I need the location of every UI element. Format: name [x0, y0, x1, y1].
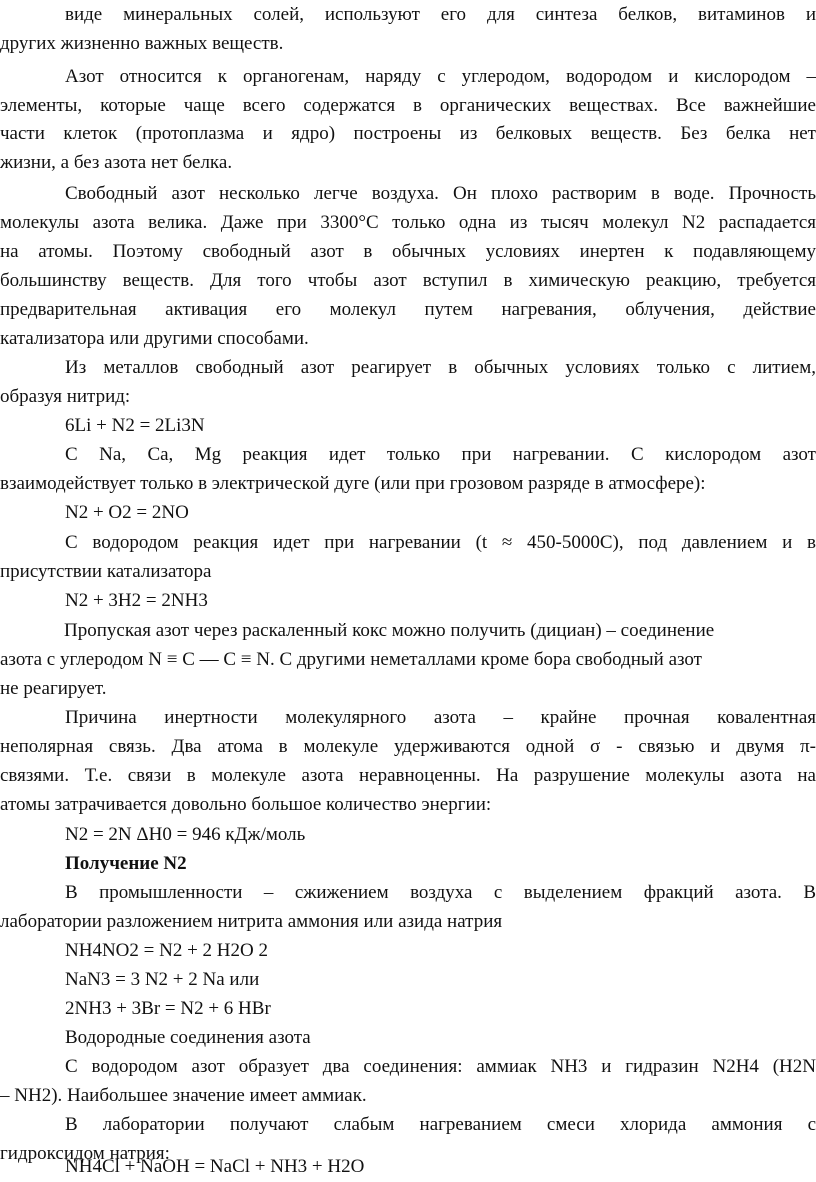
text-line: неполярная связь. Два атома в молекуле удерживаются одной σ - связью и двумя π- — [0, 736, 816, 757]
text-line: лаборатории разложением нитрита аммония или азида натрия — [0, 911, 503, 932]
text-line: С водородом реакция идет при нагревании (t ≈ 450-5000C), под давлением и в — [65, 532, 816, 553]
subheading: Водородные соединения азота — [65, 1027, 311, 1048]
text-line: Пропуская азот через раскаленный кокс можно получить (дициан) – соединение — [64, 620, 715, 641]
text-line: – NH2). Наибольшее значение имеет аммиак. — [0, 1085, 367, 1106]
text-line: гидроксидом натрия: — [0, 1143, 170, 1164]
equation-line: NaN3 = 3 N2 + 2 Na или — [65, 969, 260, 990]
text-line: Из металлов свободный азот реагирует в обычных условиях только с литием, — [65, 357, 816, 378]
text-line: не реагирует. — [0, 678, 107, 699]
equation-line: 6Li + N2 = 2Li3N — [65, 415, 205, 436]
text-line: С Na, Ca, Mg реакция идет только при нагревании. С кислородом азот — [65, 444, 816, 465]
text-line: на атомы. Поэтому свободный азот в обычных условиях инертен к подавляющему — [0, 241, 816, 262]
equation-line: NH4Cl + NaOH = NaCl + NH3 + H2O — [65, 1156, 365, 1177]
text-line: молекулы азота велика. Даже при 3300°С только одна из тысяч молекул N2 распадается — [0, 212, 816, 233]
text-line: элементы, которые чаще всего содержатся в органических веществах. Все важнейшие — [0, 95, 816, 116]
equation-line: N2 + 3H2 = 2NH3 — [65, 590, 208, 611]
equation-line: NH4NO2 = N2 + 2 H2O 2 — [65, 940, 268, 961]
text-line: азота с углеродом N ≡ C — C ≡ N. С другими неметаллами кроме бора свободный азот — [0, 649, 702, 670]
text-line: других жизненно важных веществ. — [0, 33, 284, 54]
text-line: Азот относится к органогенам, наряду с углеродом, водородом и кислородом – — [65, 66, 816, 87]
text-line: большинству веществ. Для того чтобы азот вступил в химическую реакцию, требуется — [0, 270, 816, 291]
equation-line: N2 = 2N ΔH0 = 946 кДж/моль — [65, 824, 306, 845]
text-line: жизни, а без азота нет белка. — [0, 152, 233, 173]
text-line: Причина инертности молекулярного азота – крайне прочная ковалентная — [65, 707, 816, 728]
text-line: виде минеральных солей, используют его для синтеза белков, витаминов и — [65, 4, 816, 25]
text-line: В лаборатории получают слабым нагреванием смеси хлорида аммония с — [65, 1114, 816, 1135]
text-line: В промышленности – сжижением воздуха с выделением фракций азота. В — [65, 882, 816, 903]
text-line: С водородом азот образует два соединения: аммиак NH3 и гидразин N2H4 (H2N — [65, 1056, 816, 1077]
text-line: атомы затрачивается довольно большое количество энергии: — [0, 794, 492, 815]
text-line: части клеток (протоплазма и ядро) построены из белковых веществ. Без белка нет — [0, 123, 816, 144]
section-heading: Получение N2 — [65, 853, 187, 874]
equation-line: N2 + O2 = 2NO — [65, 502, 189, 523]
text-line: Свободный азот несколько легче воздуха. Он плохо растворим в воде. Прочность — [65, 183, 816, 204]
text-line: взаимодействует только в электрической дуге (или при грозовом разряде в атмосфере): — [0, 473, 706, 494]
text-line: связями. Т.е. связи в молекуле азота неравноценны. На разрушение молекулы азота на — [0, 765, 816, 786]
text-line: катализатора или другими способами. — [0, 328, 309, 349]
text-line: образуя нитрид: — [0, 386, 131, 407]
text-line: присутствии катализатора — [0, 561, 212, 582]
text-line: предварительная активация его молекул путем нагревания, облучения, действие — [0, 299, 816, 320]
equation-line: 2NH3 + 3Br = N2 + 6 HBr — [65, 998, 271, 1019]
